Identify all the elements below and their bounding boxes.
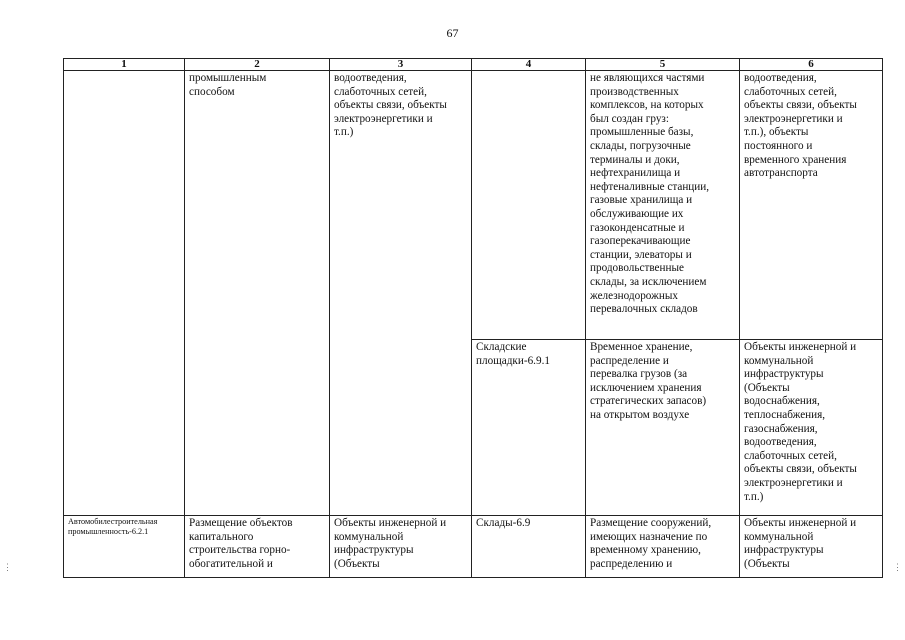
table-cell: Временное хранение, распределение и перевалка грузов (за исключением хранения стратегических запасов) на открытом воздухе — [586, 340, 740, 516]
scan-margin-mark: ⋮ — [3, 563, 12, 573]
table-cell: Размещение объектов капитального строительства горно- обогатительной и — [185, 516, 330, 578]
table-cell: промышленным способом — [185, 71, 330, 516]
column-header-5: 5 — [586, 59, 740, 71]
table-cell: Склады-6.9 — [472, 516, 586, 578]
table-cell: не являющихся частями производственных комплексов, на которых был создан груз: промышленные базы, склады, погрузочные терминалы и доки, нефтехранилища и нефтеналивные станции, газовые хранилища и обслуживающие их газоконденсатные и газоперекачивающие станции, элеваторы и продовольственные склады, за исключением железнодорожных перевалочных складов — [586, 71, 740, 340]
table-cell — [64, 71, 185, 516]
table-cell: Объекты инженерной и коммунальной инфраструктуры (Объекты — [740, 516, 883, 578]
table-cell — [472, 71, 586, 340]
table-cell: водоотведения, слаботочных сетей, объекты связи, объекты электроэнергетики и т.п.), объекты постоянного и временного хранения автотранспорта — [740, 71, 883, 340]
column-header-1: 1 — [64, 59, 185, 71]
column-header-6: 6 — [740, 59, 883, 71]
table-row — [64, 71, 883, 340]
column-header-3: 3 — [330, 59, 472, 71]
table-cell: Складские площадки-6.9.1 — [472, 340, 586, 516]
table-cell: водоотведения, слаботочных сетей, объекты связи, объекты электроэнергетики и т.п.) — [330, 71, 472, 516]
table-cell: Автомобилестроительная промышленность-6.2.1 — [64, 516, 185, 578]
column-header-4: 4 — [472, 59, 586, 71]
scan-margin-mark: ⋮ — [893, 563, 902, 573]
land-use-table — [63, 58, 883, 578]
page-number: 67 — [446, 26, 459, 40]
column-header-2: 2 — [185, 59, 330, 71]
table-cell: Размещение сооружений, имеющих назначение по временному хранению, распределению и — [586, 516, 740, 578]
table-cell: Объекты инженерной и коммунальной инфраструктуры (Объекты — [330, 516, 472, 578]
header-row — [64, 59, 883, 71]
table-cell: Объекты инженерной и коммунальной инфраструктуры (Объекты водоснабжения, теплоснабжения, газоснабжения, водоотведения, слаботочных сетей, объекты связи, объекты электроэнергетики и т.п.) — [740, 340, 883, 516]
table-row — [64, 516, 883, 578]
